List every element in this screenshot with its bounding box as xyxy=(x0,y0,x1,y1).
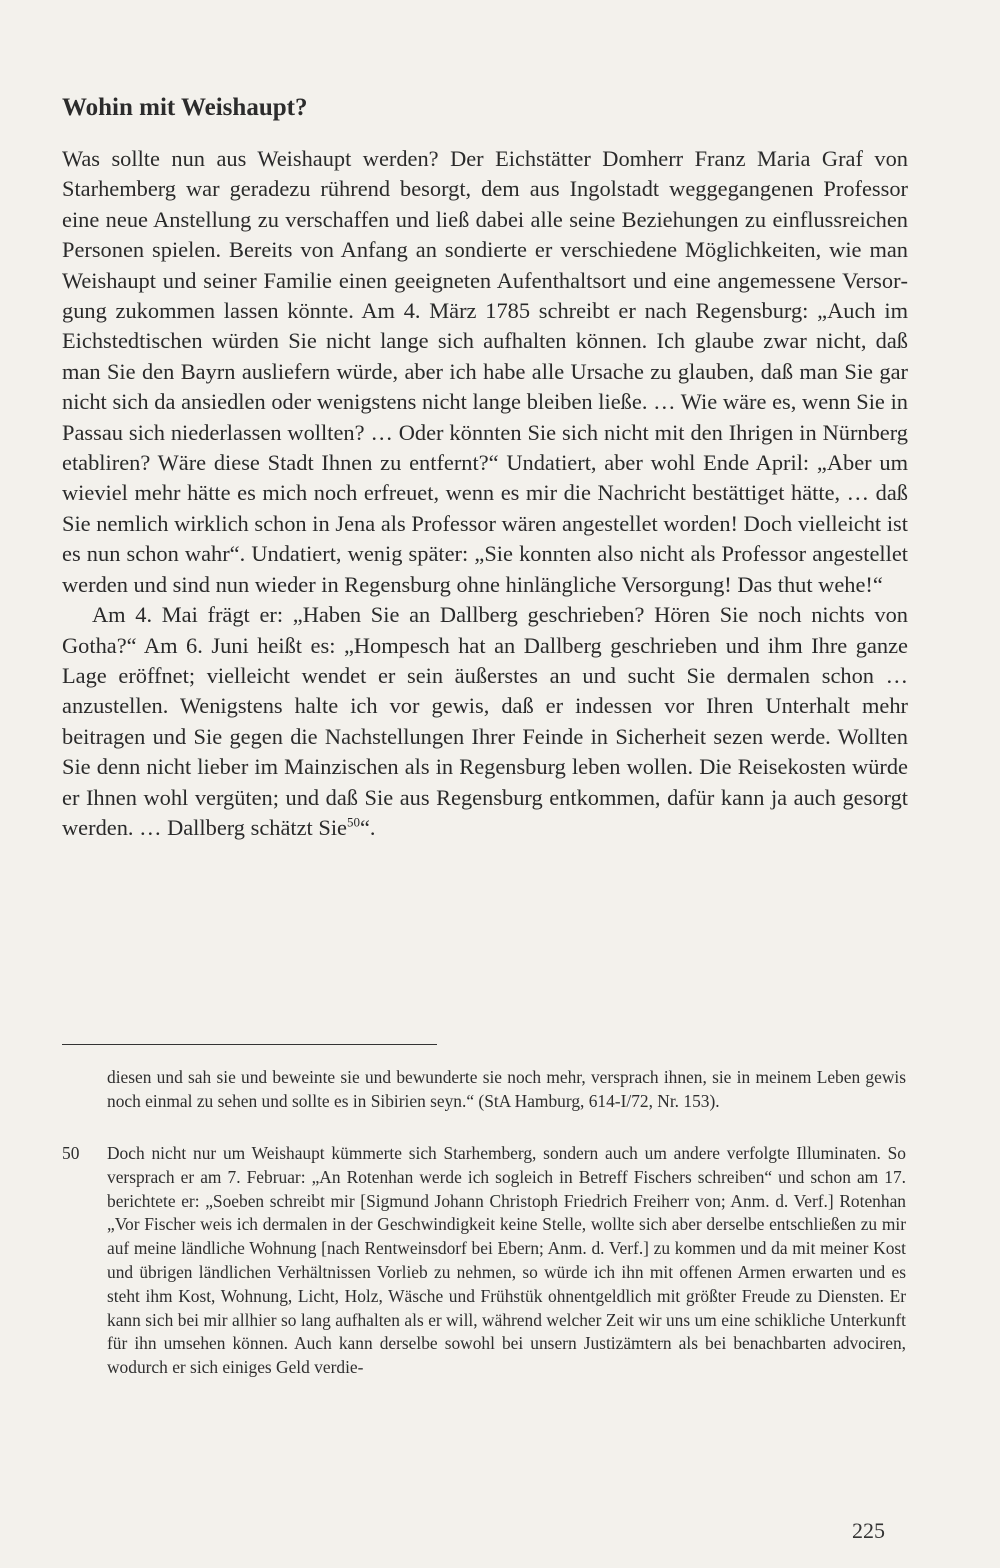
section-heading: Wohin mit Weishaupt? xyxy=(62,94,308,121)
footnote-text: Doch nicht nur um Weishaupt kümmerte sich Starhemberg, sondern auch um andere verfolgte Illuminaten. So versprach er am 7. Februar: „An Rotenhan werde ich sogleich in Betreff Fischers schreiben“ und schon am 17. berichtete er: „Soeben schreibt mir [Sigmund Johann Christoph Friedrich Freiherr von; Anm. d. Verf.] Rotenhan „Vor Fischer weis ich dermalen in der Geschwindigkeit keine Stelle, wollte sich aber derselbe entschließen zu mir auf meine ländliche Wohnung [nach Rentweinsdorf bei Ebern; Anm. d. Verf.] zu kommen und da mit meiner Kost und übrigen ländlichen Verhältnissen Vorlieb zu nehmen, so würde ich ihn mit offenen Armen erwarten und es steht ihm Kost, Wohnung, Licht, Holz, Wäsche und Frühstük ohnentgeldlich mit größter Freude zu Diensten. Er kann sich bei mir allhier so lang aufhalten als er will, während welcher Zeit wir uns um eine schikliche Unterkunft für ihn umsehen können. Auch kann derselbe sowohl bei unsern Justizämtern als bei benachbarten advociren, wodurch er sich einiges Geld verdie- xyxy=(107,1143,906,1378)
footnote-number: 50 xyxy=(62,1143,80,1163)
footnote-continuation: diesen und sah sie und beweinte sie und bewunderte sie noch mehr, versprach ihnen, sie in meinem Leben gewis noch einmal zu sehen und sollte es in Sibirien seyn.“ (StA Hamburg, 614-I/72, Nr. 153). xyxy=(107,1067,906,1111)
footnote xyxy=(62,1142,906,1380)
paragraph-end: “. xyxy=(359,814,376,840)
footnote-separator xyxy=(62,1044,437,1045)
body-paragraph xyxy=(62,600,908,843)
footnote-reference[interactable]: 50 xyxy=(346,814,360,830)
main-text xyxy=(62,144,908,843)
paragraph-text: Am 4. Mai frägt er: „Haben Sie an Dallberg geschrieben? Hören Sie noch nichts von Gotha?“ Am 6. Juni heißt es: „Hompesch hat an Dallberg geschrieben und ihm Ihre ganze Lage eröffnet; vielleicht wendet er sein äußerstes an und sucht Sie dermalen schon … anzustellen. Wenigstens halte ich vor gewis, daß er indessen vor Ihren Unterhalt mehr beitragen und Sie gegen die Nachstellungen Ihrer Feinde in Sicherheit sezen werde. Wollten Sie denn nicht lieber im Mainzischen als in Regensburg leben wollen. Die Reisekosten würde er Ihnen wohl vergüten; und daß Sie aus Regensburg entkommen, dafür kann ja auch gesorgt werden. … Dallberg schätzt Sie xyxy=(62,602,908,840)
body-paragraph: Was sollte nun aus Weishaupt werden? Der Eichstätter Domherr Franz Maria Graf von Starhemberg war geradezu rührend besorgt, dem aus Ingolstadt weggegangenen Professor eine neue Anstellung zu verschaffen und ließ dabei alle seine Beziehungen zu einflussreichen Personen spielen. Bereits von Anfang an sondierte er verschiedene Möglichkeiten, wie man Weishaupt und seiner Familie einen geeigneten Aufenthaltsort und eine angemessene Versorgung zukommen lassen könnte. Am 4. März 1785 schreibt er nach Regensburg: „Auch im Eichstedtischen würden Sie nicht lange sich aufhalten können. Ich glaube zwar nicht, daß man Sie den Bayrn ausliefern würde, aber ich habe alle Ursache zu glauben, daß man Sie gar nicht sich da ansiedlen oder wenigstens nicht lange bleiben ließe. … Wie wäre es, wenn Sie in Passau sich niederlassen wollten? … Oder könnten Sie sich nicht mit den Ihrigen in Nürnberg etabliren? Wäre diese Stadt Ihnen zu entfernt?“ Undatiert, aber wohl Ende April: „Aber um wieviel mehr hätte es mich noch erfreuet, wenn es mir die Nachricht bestättiget hätte, … daß Sie nemlich wirklich schon in Jena als Professor wären angestellet worden! Doch vielleicht ist es nun schon wahr“. Undatiert, wenig später: „Sie konnten also nicht als Professor angestellet werden und sind nun wieder in Regensburg ohne hinlängliche Versorgung! Das thut wehe!“ xyxy=(62,146,908,597)
page-number: 225 xyxy=(852,1518,885,1543)
